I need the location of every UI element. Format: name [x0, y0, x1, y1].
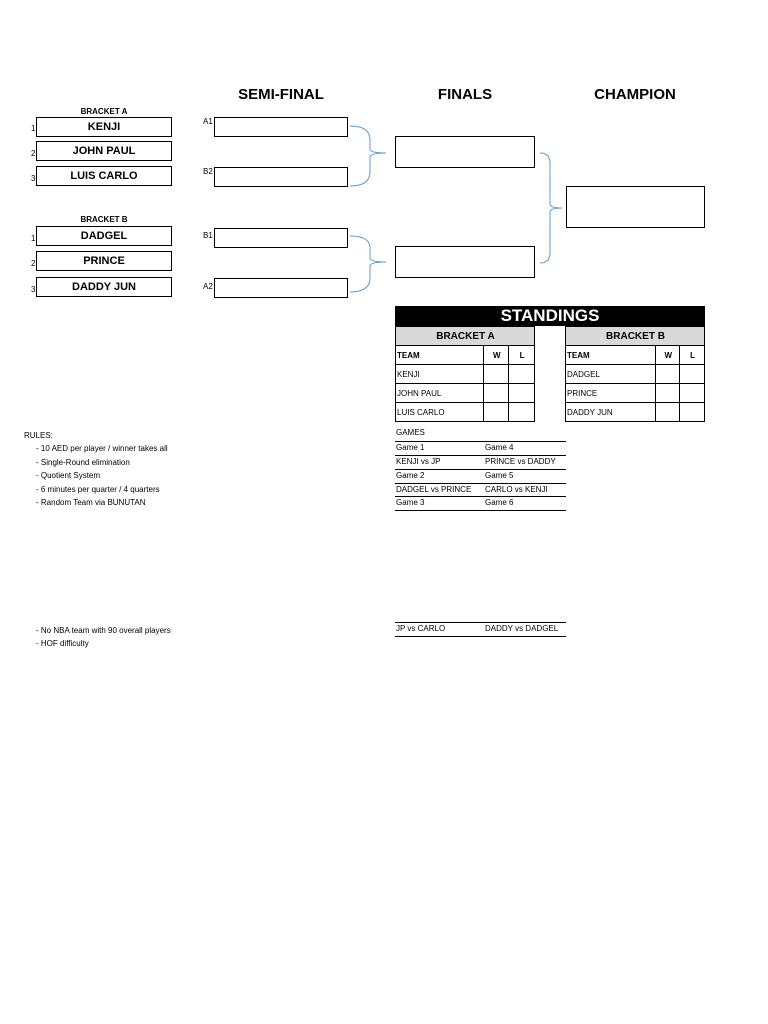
divider — [395, 455, 566, 456]
seed-number: 2 — [31, 149, 36, 158]
game-matchup: PRINCE vs DADDY — [485, 457, 556, 466]
champion-header: CHAMPION — [594, 86, 676, 103]
standings-row-team: KENJI — [396, 365, 484, 384]
rule-item: - Random Team via BUNUTAN — [36, 498, 146, 507]
rules-title: RULES: — [24, 431, 53, 440]
col-team: TEAM — [396, 346, 484, 365]
rule-item: - No NBA team with 90 overall players — [36, 626, 171, 635]
team-box-dadgel: DADGEL — [36, 226, 172, 246]
wins-cell — [484, 365, 509, 384]
bracket-b-title: BRACKET B — [80, 215, 128, 224]
rule-item: - Quotient System — [36, 471, 101, 480]
game-label: Game 1 — [396, 443, 425, 452]
col-wins: W — [656, 346, 680, 365]
standings-table-a — [395, 326, 535, 422]
slot-label-b2: B2 — [203, 167, 213, 176]
slot-label-b1: B1 — [203, 231, 213, 240]
divider — [395, 496, 566, 497]
wins-cell — [484, 384, 509, 403]
team-box-prince: PRINCE — [36, 251, 172, 271]
rule-item: - HOF difficulty — [36, 639, 89, 648]
wins-cell — [656, 403, 680, 422]
divider — [395, 636, 566, 637]
divider — [395, 510, 566, 511]
game-label: Game 6 — [485, 498, 514, 507]
standings-row-team: PRINCE — [566, 384, 656, 403]
game-matchup: DADGEL vs PRINCE — [396, 485, 472, 494]
bracket-a-title: BRACKET A — [80, 107, 128, 116]
standings-row-team: DADDY JUN — [566, 403, 656, 422]
standings-table-b — [565, 326, 705, 422]
team-box-kenji: KENJI — [36, 117, 172, 137]
divider — [395, 441, 566, 442]
team-box-daddy-jun: DADDY JUN — [36, 277, 172, 297]
semi-final-header: SEMI-FINAL — [238, 86, 324, 103]
col-losses: L — [509, 346, 535, 365]
rule-item: - 10 AED per player / winner takes all — [36, 444, 168, 453]
game-matchup: JP vs CARLO — [396, 624, 446, 633]
col-wins: W — [484, 346, 509, 365]
team-box-john-paul: JOHN PAUL — [36, 141, 172, 161]
finals-header: FINALS — [437, 86, 493, 103]
rule-item: - Single-Round elimination — [36, 458, 130, 467]
slot-label-a2: A2 — [203, 282, 213, 291]
col-losses: L — [680, 346, 705, 365]
standings-row-team: DADGEL — [566, 365, 656, 384]
wins-cell — [656, 365, 680, 384]
game-label: Game 3 — [396, 498, 425, 507]
rule-item: - 6 minutes per quarter / 4 quarters — [36, 485, 160, 494]
divider — [395, 469, 566, 470]
game-label: Game 5 — [485, 471, 514, 480]
divider — [395, 483, 566, 484]
team-box-luis-carlo: LUIS CARLO — [36, 166, 172, 186]
slot-label-a1: A1 — [203, 117, 213, 126]
standings-row-team: LUIS CARLO — [396, 403, 484, 422]
wins-cell — [484, 403, 509, 422]
seed-number: 3 — [31, 285, 36, 294]
seed-number: 1 — [31, 234, 36, 243]
col-team: TEAM — [566, 346, 656, 365]
losses-cell — [680, 384, 705, 403]
seed-number: 2 — [31, 259, 36, 268]
wins-cell — [656, 384, 680, 403]
seed-number: 3 — [31, 174, 36, 183]
losses-cell — [680, 365, 705, 384]
standings-a-header: BRACKET A — [396, 327, 535, 346]
losses-cell — [509, 365, 535, 384]
game-matchup: KENJI vs JP — [396, 457, 441, 466]
seed-number: 1 — [31, 124, 36, 133]
standings-b-header: BRACKET B — [566, 327, 705, 346]
standings-row-team: JOHN PAUL — [396, 384, 484, 403]
divider — [395, 622, 566, 623]
standings-title: STANDINGS — [395, 306, 705, 326]
game-matchup: DADDY vs DADGEL — [485, 624, 559, 633]
game-matchup: CARLO vs KENJI — [485, 485, 548, 494]
game-label: Game 2 — [396, 471, 425, 480]
game-label: Game 4 — [485, 443, 514, 452]
losses-cell — [509, 384, 535, 403]
losses-cell — [509, 403, 535, 422]
losses-cell — [680, 403, 705, 422]
games-title: GAMES — [396, 428, 425, 437]
